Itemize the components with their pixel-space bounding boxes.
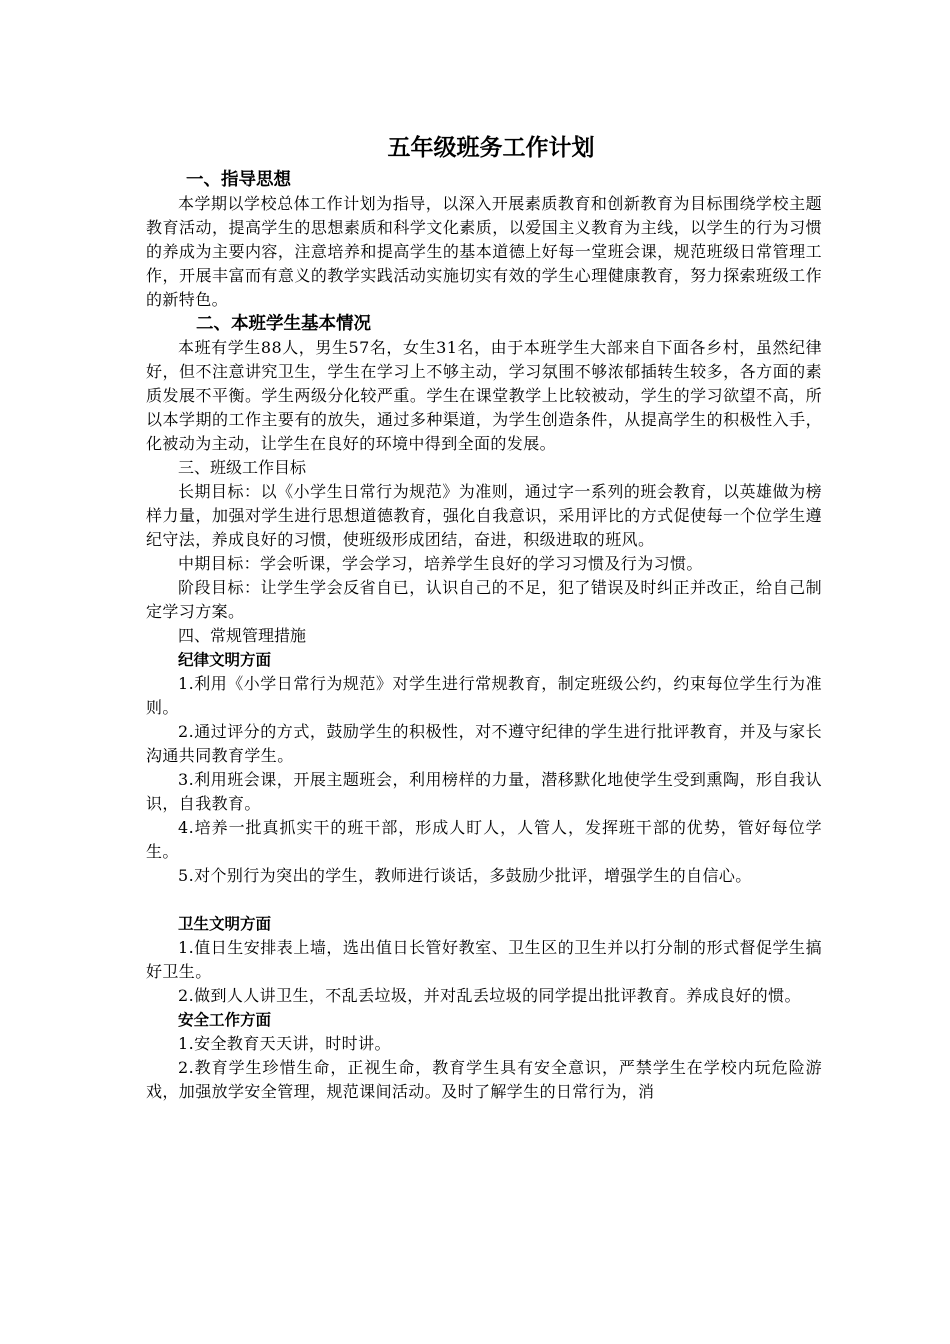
list-item-safety: 1.安全教育天天讲，时时讲。 [178, 1034, 391, 1053]
paragraph-stage-goal: 阶段目标：让学生学会反省自已，认识自己的不足，犯了错误及时纠正并改正，给自己制定学习方案。 [146, 578, 822, 621]
blank-line [146, 888, 822, 912]
paragraph-long-term-goal: 长期目标：以《小学生日常行为规范》为准则，通过字一系列的班会教育，以英雄做为榜样力量，加强对学生进行思想道德教育，强化自我意识，采用评比的方式促使每一个位学生遵纪守法，养成良好的习惯，使班级形成团结，奋进，积级进取的班风。 [146, 482, 822, 549]
subheading-discipline: 纪律文明方面 [178, 651, 272, 669]
section-heading-class-situation: 二、本班学生基本情况 [196, 314, 371, 334]
list-item-discipline: 4.培养一批真抓实干的班干部，形成人盯人，人管人，发挥班干部的优势，管好每位学生。 [146, 818, 822, 861]
paragraph-class-situation: 本班有学生88人，男生57名，女生31名，由于本班学生大部来自下面各乡村，虽然纪律好，但不注意讲究卫生，学生在学习上不够主动，学习氛围不够浓郁插转生较多，各方面的素质发展不平衡。学生两级分化较严重。学生在课堂教学上比较被动，学生的学习欲望不高，所以本学期的工作主要有的放失，通过多种渠道，为学生创造条件，从提高学生的积极性入手，化被动为主动，让学生在良好的环境中得到全面的发展。 [146, 338, 822, 453]
list-item-hygiene: 2.做到人人讲卫生，不乱丢垃圾，并对乱丢垃圾的同学提出批评教育。养成良好的惯。 [178, 986, 801, 1005]
list-item-discipline: 5.对个别行为突出的学生，教师进行谈话，多鼓励少批评，增强学生的自信心。 [178, 866, 752, 885]
document-page [146, 128, 822, 1104]
section-heading-class-goals: 三、班级工作目标 [178, 458, 307, 477]
list-item-discipline: 1.利用《小学日常行为规范》对学生进行常规教育，制定班级公约，约束每位学生行为准则。 [146, 674, 822, 717]
list-item-discipline: 3.利用班会课，开展主题班会，利用榜样的力量，潜移默化地使学生受到熏陶，形自我认识，自我教育。 [146, 770, 822, 813]
paragraph-guiding-ideology: 本学期以学校总体工作计划为指导，以深入开展素质教育和创新教育为目标围绕学校主题教育活动，提高学生的思想素质和科学文化素质，以爱国主义教育为主线，以学生的行为习惯的养成为主要内容，注意培养和提高学生的基本道德上好每一堂班会课，规范班级日常管理工作，开展丰富而有意义的教学实践活动实施切实有效的学生心理健康教育，努力探索班级工作的新特色。 [146, 194, 822, 309]
section-heading-guiding-ideology: 一、指导思想 [186, 170, 291, 190]
list-item-safety: 2.教育学生珍惜生命，正视生命，教育学生具有安全意识，严禁学生在学校内玩危险游戏，加强放学安全管理，规范课间活动。及时了解学生的日常行为，消 [146, 1058, 822, 1101]
paragraph-mid-term-goal: 中期目标：学会听课，学会学习，培养学生良好的学习习惯及行为习惯。 [178, 554, 703, 573]
section-heading-management-measures: 四、常规管理措施 [178, 626, 307, 645]
list-item-discipline: 2.通过评分的方式，鼓励学生的积极性，对不遵守纪律的学生进行批评教育，并及与家长沟通共同教育学生。 [146, 722, 822, 765]
subheading-hygiene: 卫生文明方面 [178, 915, 272, 933]
subheading-safety: 安全工作方面 [178, 1011, 272, 1029]
document-title: 五年级班务工作计划 [387, 135, 595, 161]
list-item-hygiene: 1.值日生安排表上墙，选出值日长管好教室、卫生区的卫生并以打分制的形式督促学生搞好卫生。 [146, 938, 822, 981]
